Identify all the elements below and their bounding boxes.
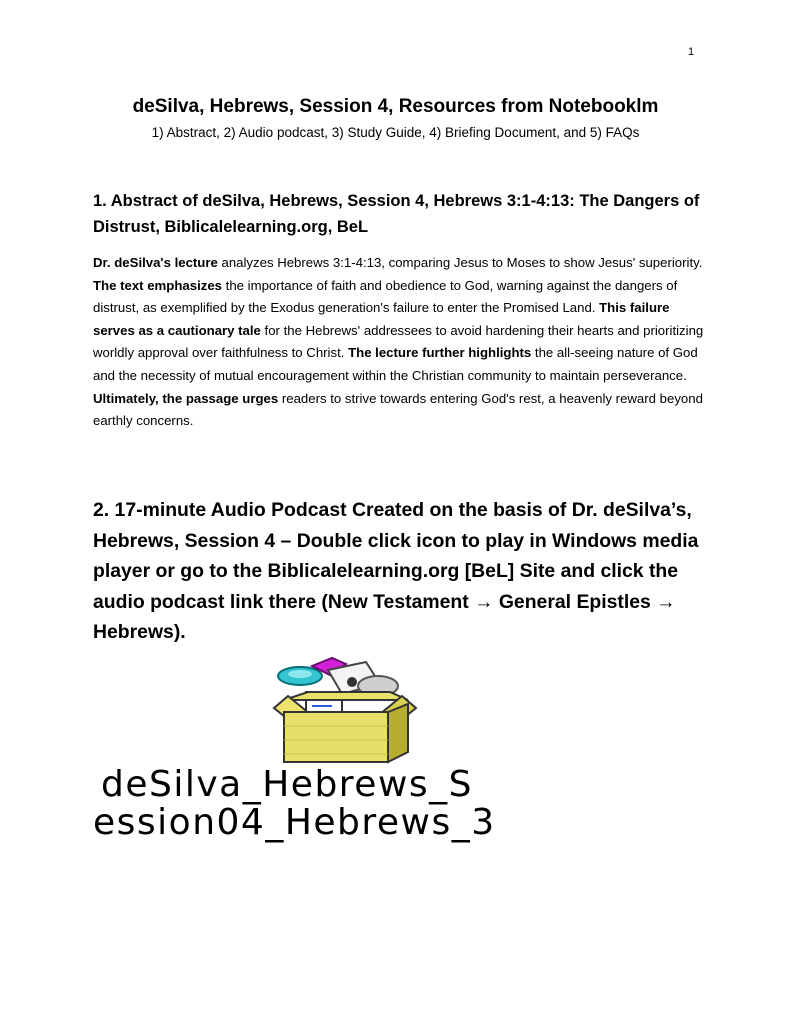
podcast-heading-text-2: General Epistles	[493, 590, 657, 613]
file-label-line-1: deSilva_Hebrews_S	[101, 766, 473, 805]
abstract-body	[93, 252, 705, 433]
podcast-file-label[interactable]	[93, 766, 583, 850]
abstract-text-5: readers to strive towards entering God's rest, a heavenly reward beyond earthly concerns.	[93, 390, 703, 429]
arrow-right-icon: →	[474, 590, 494, 613]
abstract-bold-4: The lecture further highlights	[348, 345, 532, 361]
abstract-text-2: the importance of faith and obedience to God, warning against the dangers of distrust, as exemplified by the Exodus generation's failure to enter the Promised Land.	[93, 277, 678, 316]
document-subtitle: 1) Abstract, 2) Audio podcast, 3) Study Guide, 4) Briefing Document, and 5) FAQs	[151, 125, 640, 140]
file-label-line-2: ession04_Hebrews_3	[93, 802, 496, 843]
podcast-heading-text-3: Hebrews).	[93, 621, 186, 643]
abstract-bold-1: Dr. deSilva's lecture	[93, 255, 218, 270]
abstract-heading: 1. Abstract of deSilva, Hebrews, Session 4, Hebrews 3:1-4:13: The Dangers of Distrust, Biblicalelearning.org, BeL	[93, 192, 700, 236]
arrow-right-icon: →	[656, 590, 676, 613]
podcast-heading	[93, 495, 733, 648]
abstract-bold-3: This failure serves as a cautionary tale	[93, 300, 670, 338]
package-icon[interactable]	[270, 656, 420, 764]
abstract-bold-5: Ultimately, the passage urges	[93, 390, 279, 406]
abstract-text-1: analyzes Hebrews 3:1-4:13, comparing Jesus to Moses to show Jesus' superiority.	[217, 255, 703, 270]
podcast-heading-text-1: 2. 17-minute Audio Podcast Created on the basis of Dr. deSilva’s, Hebrews, Session 4 – Double click icon to play in Windows media player or go to the Biblicalelearning.org [BeL] Site and click the audio podcast link there (New Testament	[93, 499, 699, 613]
document-title: deSilva, Hebrews, Session 4, Resources from Notebooklm	[132, 96, 659, 117]
abstract-text-3: for the Hebrews' addressees to avoid hardening their hearts and prioritizing worldly approval over faithfulness to Christ.	[93, 322, 704, 361]
abstract-bold-2: The text emphasizes	[93, 277, 222, 293]
abstract-text-4: the all-seeing nature of God and the necessity of mutual encouragement within the Christian community to maintain perseverance.	[93, 345, 698, 383]
page-number: 1	[688, 46, 695, 58]
